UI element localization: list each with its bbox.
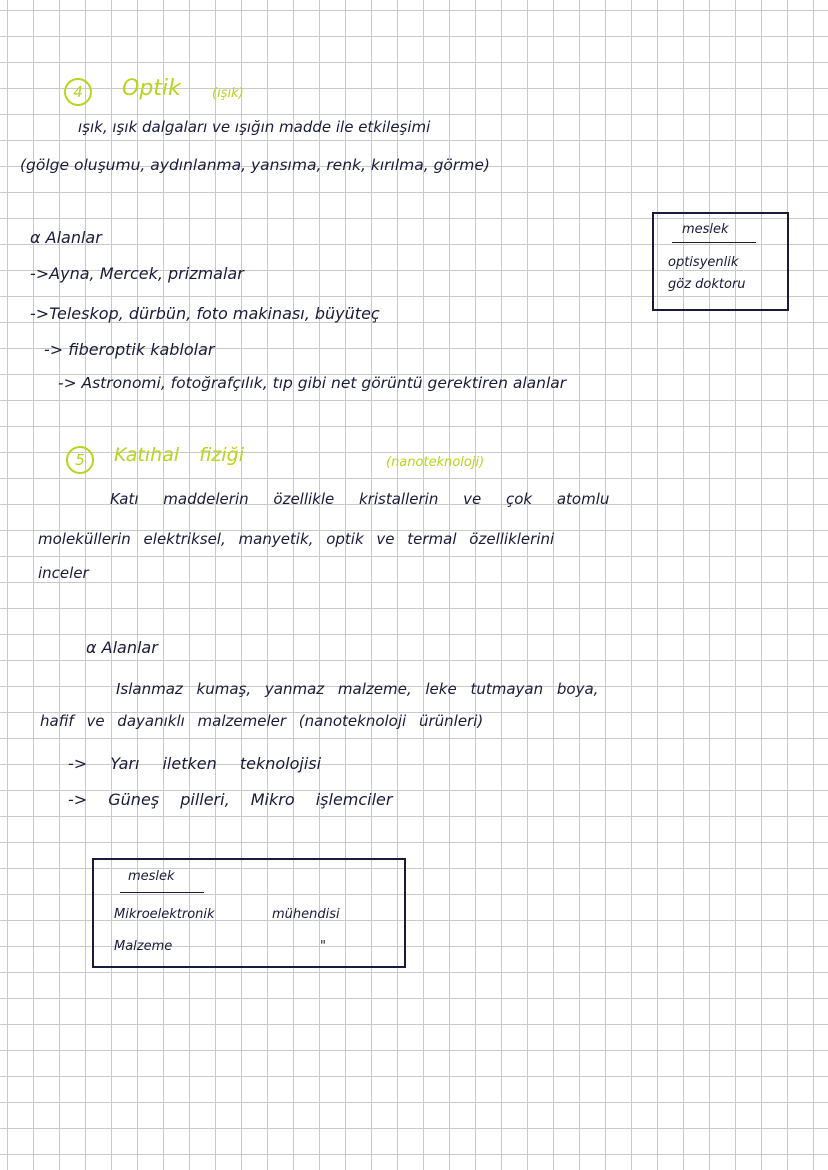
section-text-line: inceler (38, 564, 89, 582)
box-heading: meslek (682, 222, 729, 237)
fields-heading: α Alanlar (86, 638, 158, 657)
section-text-line: (gölge oluşumu, aydınlanma, yansıma, renk, kırılma, görme) (20, 156, 490, 174)
section-title: Katıhal fiziği (114, 444, 245, 466)
section-text-line: hafif ve dayanıklı malzemeler (nanoteknoloji ürünleri) (40, 712, 484, 730)
list-item: ->Ayna, Mercek, prizmalar (30, 264, 244, 283)
box-heading-underline (672, 242, 756, 243)
section-subtitle: (nanoteknoloji) (386, 455, 485, 470)
list-item: -> fiberoptik kablolar (44, 340, 215, 359)
section-text-line: Islanmaz kumaş, yanmaz malzeme, leke tutmayan boya, (116, 680, 599, 698)
section-text-line: Katı maddelerin özellikle kristallerin ve çok atomlu (110, 490, 610, 508)
box-row-label: Malzeme (114, 939, 173, 954)
section-subtitle: (ışık) (212, 86, 244, 101)
profession-box (652, 212, 789, 311)
box-heading: meslek (128, 869, 175, 884)
list-item: -> Yarı iletken teknolojisi (68, 754, 322, 773)
box-row-value: mühendisi (272, 907, 340, 922)
section-title: Optik (122, 76, 181, 101)
box-row-label: Mikroelektronik (114, 907, 215, 922)
list-item: -> Astronomi, fotoğrafçılık, tıp gibi net görüntü gerektiren alanlar (58, 374, 567, 392)
section-number-circle (66, 446, 94, 474)
box-line: optisyenlik (668, 255, 739, 270)
section-number: 5 (75, 451, 85, 469)
fields-heading: α Alanlar (30, 228, 102, 247)
list-item: ->Teleskop, dürbün, foto makinası, büyüteç (30, 304, 380, 323)
section-text-line: ışık, ışık dalgaları ve ışığın madde ile etkileşimi (78, 118, 431, 136)
box-heading-underline (120, 892, 204, 893)
section-text-line: moleküllerin elektriksel, manyetik, optik ve termal özelliklerini (38, 530, 555, 548)
section-number-circle (64, 78, 92, 106)
section-number: 4 (73, 83, 83, 101)
box-row-value: " (320, 939, 326, 954)
list-item: -> Güneş pilleri, Mikro işlemciler (68, 790, 393, 809)
profession-box (92, 858, 406, 968)
box-line: göz doktoru (668, 277, 746, 292)
